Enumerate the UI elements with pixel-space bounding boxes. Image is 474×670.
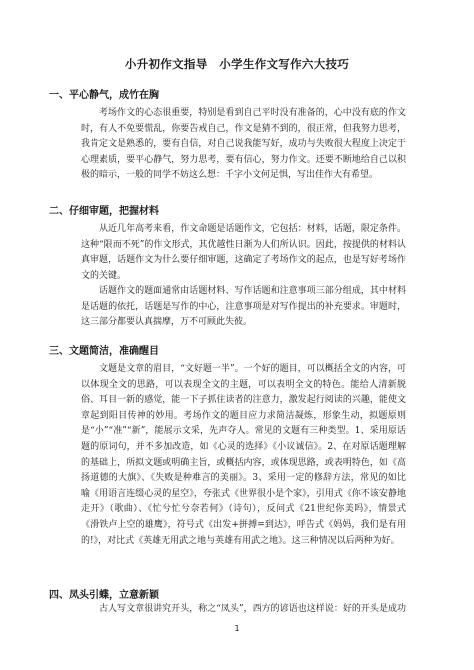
section-heading-4: 四、凤头引蝶，立意新颖 bbox=[49, 590, 159, 601]
page-number: 1 bbox=[234, 624, 240, 633]
section-1-paragraph-1: 考场作文的心态很重要，特别是看到自己平时没有准备的，心中没有底的作文时，有人不免要慌乱，你要告戒自己，作文是猜不到的，很正常，但我努力思考，我肯定文是熟悉的，要有自信，对自己说我能写好，成功与失败很大程度上决定于心理素质，要平心静气，努力思考，要有信心，努力作文。还要不断地给自己以积极的暗示，一般的同学不妨这么想：千字小文何足惧，写出佳作大有希望。 bbox=[81, 108, 406, 181]
section-4-paragraph-1: 古人写文章很讲究开头，称之“凤头”，西方的谚语也这样说：好的开头是成功 bbox=[99, 604, 406, 614]
section-3-paragraph-1: 文题是文章的眉目，“文好题一半”。一个好的题目，可以概括全文的内容，可以体现全文的思路，可以表现全文的主题，可以表明全文的特色。能给人清新脱俗、耳目一新的感觉，能一下子抓住读者的注意力，激发起行阅读的兴趣，能使文章起到阳目传神的妙用。考场作文的题目应力求简洁凝炼，形象生动，拟题原则是“小”“准”“新”，能展示文采，先声夺人。常见的文题有三种类型。1、采用原话题的原词句，并不多加改造，如《心灵的选择》《小议诚信》。2、在对原话题理解的基础上，所拟文题或明确主旨，或概括内容，或体现思路，或表明特色，如《高扬道德的大旗》、《失败是种难言的美丽》。3、采用一定的修辞方法，常见的如比喻《用语言连缀心灵的星空》，夸张式《世界很小是个家》，引用式《你不该安静地走开》（歌曲）、《忙兮忙兮奈若何》（诗句），反问式《21世纪你美吗》，情景式《滑铁卢上空的雄鹰》，符号式《出发+拼搏=到达》，呼告式《妈妈，我们是有用的!》，对比式《英雄无用武之地与英雄有用武之地》。这三种情况以后两种为好。 bbox=[81, 364, 406, 546]
document-title: 小升初作文指导 小学生作文写作六大技巧 bbox=[124, 57, 350, 71]
section-2-paragraph-2: 话题作文的题面通常由话题材料、写作话题和注意事项三部分组成，其中材料是话题的依托，话题是写作的中心，注意事项是对写作提出的补充要求。审题时，这三部分都要认真揣摩，万不可顾此失彼。 bbox=[81, 286, 406, 328]
section-heading-1: 一、平心静气，成竹在胸 bbox=[49, 90, 159, 101]
section-heading-2: 二、仔细审题，把握材料 bbox=[49, 206, 159, 217]
section-2-paragraph-1: 从近几年高考来看，作文命题是话题作文，它包括：材料，话题，限定条件。这种“限而不死”的作文形式，其优越性日渐为人们所认识。因此，按提供的材料认真审题，话题作文为什么要仔细审题，这确定了考场作文的起点，也是写好考场作文的关键。 bbox=[81, 224, 406, 281]
section-heading-3: 三、文题简洁，准确醒目 bbox=[49, 346, 159, 357]
